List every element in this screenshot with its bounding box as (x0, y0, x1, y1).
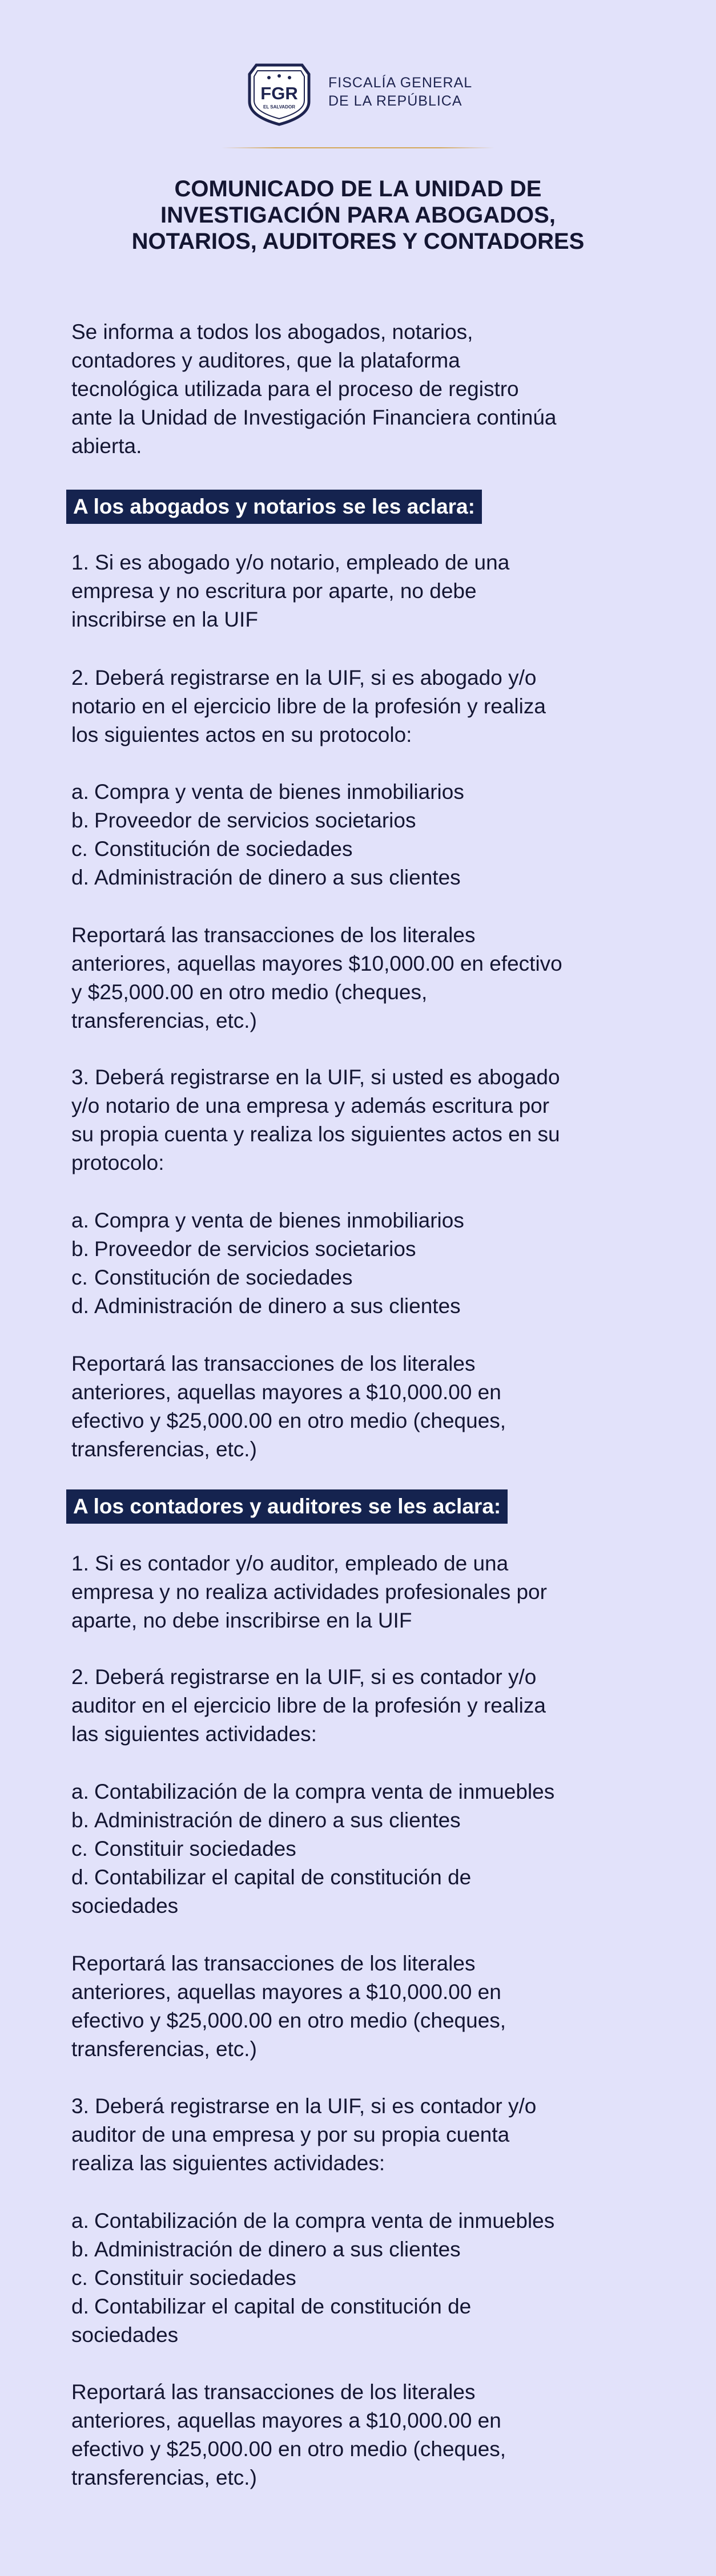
text-line: transferencias, etc.) (71, 2037, 257, 2061)
list-item (71, 1235, 665, 1263)
contadores-point-3 (71, 2092, 665, 2178)
text-line: abierta. (71, 434, 142, 458)
text-line: Reportará las transacciones de los literales (71, 923, 476, 947)
list-item-continuation (71, 2321, 665, 2349)
text-line: transferencias, etc.) (71, 1438, 257, 1461)
fgr-shield-logo (245, 57, 313, 127)
text-line: transferencias, etc.) (71, 2466, 257, 2489)
text-line: y $25,000.00 en otro medio (cheques, (71, 980, 428, 1004)
list-item-label: c. (71, 2266, 88, 2290)
list-item (71, 778, 665, 806)
org-name-line2: DE LA REPÚBLICA (328, 93, 462, 109)
list-item-label: b. (71, 809, 89, 832)
text-line: contadores y auditores, que la plataforma (71, 349, 460, 372)
header (0, 57, 716, 127)
list-item-text: Administración de dinero a sus clientes (94, 2238, 461, 2261)
list-item-continuation (71, 1892, 665, 1920)
list-item-text: Compra y venta de bienes inmobiliarios (94, 1209, 464, 1232)
abogados-heading: A los abogados y notarios se les aclara: (66, 490, 482, 524)
list-item (71, 863, 665, 892)
list-item-label: a. (71, 780, 89, 804)
list-item-label: b. (71, 1808, 89, 1832)
list-item (71, 2235, 665, 2264)
list-item-text: Constitución de sociedades (94, 837, 353, 861)
text-line: protocolo: (71, 1151, 164, 1174)
text-line: su propia cuenta y realiza los siguientes actos en su (71, 1123, 560, 1146)
text-line: anteriores, aquellas mayores a $10,000.00 en (71, 2409, 501, 2432)
text-line: efectivo y $25,000.00 en otro medio (cheques, (71, 1409, 506, 1432)
list-item (71, 2292, 665, 2321)
text-line: efectivo y $25,000.00 en otro medio (cheques, (71, 2009, 506, 2032)
list-item-text: Administración de dinero a sus clientes (94, 1294, 461, 1318)
list-item-label: d. (71, 1294, 89, 1318)
contadores-list-2 (71, 2207, 665, 2349)
text-line: anteriores, aquellas mayores $10,000.00 en efectivo (71, 952, 562, 975)
list-item (71, 1863, 665, 1892)
text-line: auditor en el ejercicio libre de la profesión y realiza (71, 1694, 546, 1717)
list-item-text: Constitución de sociedades (94, 1266, 353, 1289)
abogados-point-1 (71, 548, 665, 634)
abogados-list-1 (71, 778, 665, 892)
text-line: Reportará las transacciones de los literales (71, 2380, 476, 2404)
text-line: 1. Si es abogado y/o notario, empleado de una (71, 551, 510, 574)
list-item-text: Constituir sociedades (94, 2266, 296, 2290)
title-line: NOTARIOS, AUDITORES Y CONTADORES (131, 229, 585, 254)
list-item-text: Contabilizar el capital de constitución de (94, 1866, 472, 1889)
text-line: aparte, no debe inscribirse en la UIF (71, 1609, 412, 1632)
text-line: Reportará las transacciones de los literales (71, 1952, 476, 1975)
list-item-label: b. (71, 1237, 89, 1261)
list-item-label: d. (71, 2295, 89, 2318)
abogados-list-2 (71, 1206, 665, 1321)
list-item (71, 2264, 665, 2292)
text-line: 2. Deberá registrarse en la UIF, si es contador y/o (71, 1665, 537, 1689)
text-line: empresa y no realiza actividades profesionales por (71, 1580, 547, 1604)
text-line: ante la Unidad de Investigación Financiera continúa (71, 406, 557, 429)
list-item-text: Contabilización de la compra venta de inmuebles (94, 1780, 555, 1803)
list-item-label: a. (71, 1780, 89, 1803)
title-line: INVESTIGACIÓN PARA ABOGADOS, (160, 203, 556, 228)
list-item (71, 1292, 665, 1321)
text-line: empresa y no escritura por aparte, no debe (71, 579, 477, 603)
org-name (328, 74, 471, 110)
logo-subtext: EL SALVADOR (263, 104, 296, 110)
list-item (71, 1263, 665, 1292)
list-item-text: Contabilizar el capital de constitución de (94, 2295, 472, 2318)
intro-paragraph (71, 318, 665, 461)
list-item-text: sociedades (71, 1894, 179, 1917)
list-item (71, 1206, 665, 1235)
contadores-point-1 (71, 1549, 665, 1635)
contadores-point-2 (71, 1663, 665, 1749)
list-item (71, 1806, 665, 1835)
org-name-line1: FISCALÍA GENERAL (328, 75, 473, 91)
list-item (71, 806, 665, 835)
title-line: COMUNICADO DE LA UNIDAD DE (174, 176, 542, 201)
text-line: 3. Deberá registrarse en la UIF, si es contador y/o (71, 2094, 537, 2118)
list-item (71, 835, 665, 863)
text-line: Se informa a todos los abogados, notarios, (71, 320, 473, 344)
list-item-text: Administración de dinero a sus clientes (94, 1808, 461, 1832)
list-item-text: Compra y venta de bienes inmobiliarios (94, 780, 464, 804)
text-line: 3. Deberá registrarse en la UIF, si usted es abogado (71, 1065, 560, 1089)
text-line: auditor de una empresa y por su propia cuenta (71, 2123, 510, 2146)
text-line: 1. Si es contador y/o auditor, empleado de una (71, 1552, 509, 1575)
list-item-label: d. (71, 1866, 89, 1889)
contadores-report-2 (71, 2378, 665, 2492)
list-item-text: Constituir sociedades (94, 1837, 296, 1860)
abogados-report-1 (71, 921, 665, 1035)
list-item (71, 2207, 665, 2235)
abogados-report-2 (71, 1350, 665, 1464)
header-divider (222, 147, 494, 148)
list-item-label: d. (71, 866, 89, 889)
abogados-point-3 (71, 1063, 665, 1177)
contadores-heading: A los contadores y auditores se les aclara: (66, 1489, 508, 1524)
text-line: las siguientes actividades: (71, 1722, 317, 1746)
list-item-text: Proveedor de servicios societarios (94, 1237, 416, 1261)
text-line: los siguientes actos en su protocolo: (71, 723, 412, 746)
page-title (69, 176, 647, 255)
text-line: y/o notario de una empresa y además escritura por (71, 1094, 550, 1117)
text-line: tecnológica utilizada para el proceso de registro (71, 377, 519, 401)
list-item-text: Contabilización de la compra venta de inmuebles (94, 2209, 555, 2232)
list-item (71, 1835, 665, 1863)
list-item-label: c. (71, 837, 88, 861)
list-item-label: c. (71, 1837, 88, 1860)
list-item-label: a. (71, 2209, 89, 2232)
text-line: transferencias, etc.) (71, 1009, 257, 1032)
list-item-label: a. (71, 1209, 89, 1232)
contadores-list-1 (71, 1778, 665, 1920)
list-item-text: Administración de dinero a sus clientes (94, 866, 461, 889)
text-line: 2. Deberá registrarse en la UIF, si es abogado y/o (71, 666, 537, 689)
text-line: anteriores, aquellas mayores a $10,000.00 en (71, 1980, 501, 2004)
text-line: inscribirse en la UIF (71, 608, 258, 631)
contadores-report-1 (71, 1949, 665, 2064)
list-item (71, 1778, 665, 1806)
list-item-label: c. (71, 1266, 88, 1289)
list-item-text: Proveedor de servicios societarios (94, 809, 416, 832)
text-line: notario en el ejercicio libre de la profesión y realiza (71, 695, 546, 718)
logo-text: FGR (260, 83, 298, 103)
text-line: Reportará las transacciones de los literales (71, 1352, 476, 1375)
abogados-point-2 (71, 664, 665, 749)
list-item-label: b. (71, 2238, 89, 2261)
text-line: efectivo y $25,000.00 en otro medio (cheques, (71, 2437, 506, 2461)
text-line: anteriores, aquellas mayores a $10,000.00 en (71, 1380, 501, 1404)
list-item-text: sociedades (71, 2323, 179, 2347)
text-line: realiza las siguientes actividades: (71, 2151, 385, 2175)
